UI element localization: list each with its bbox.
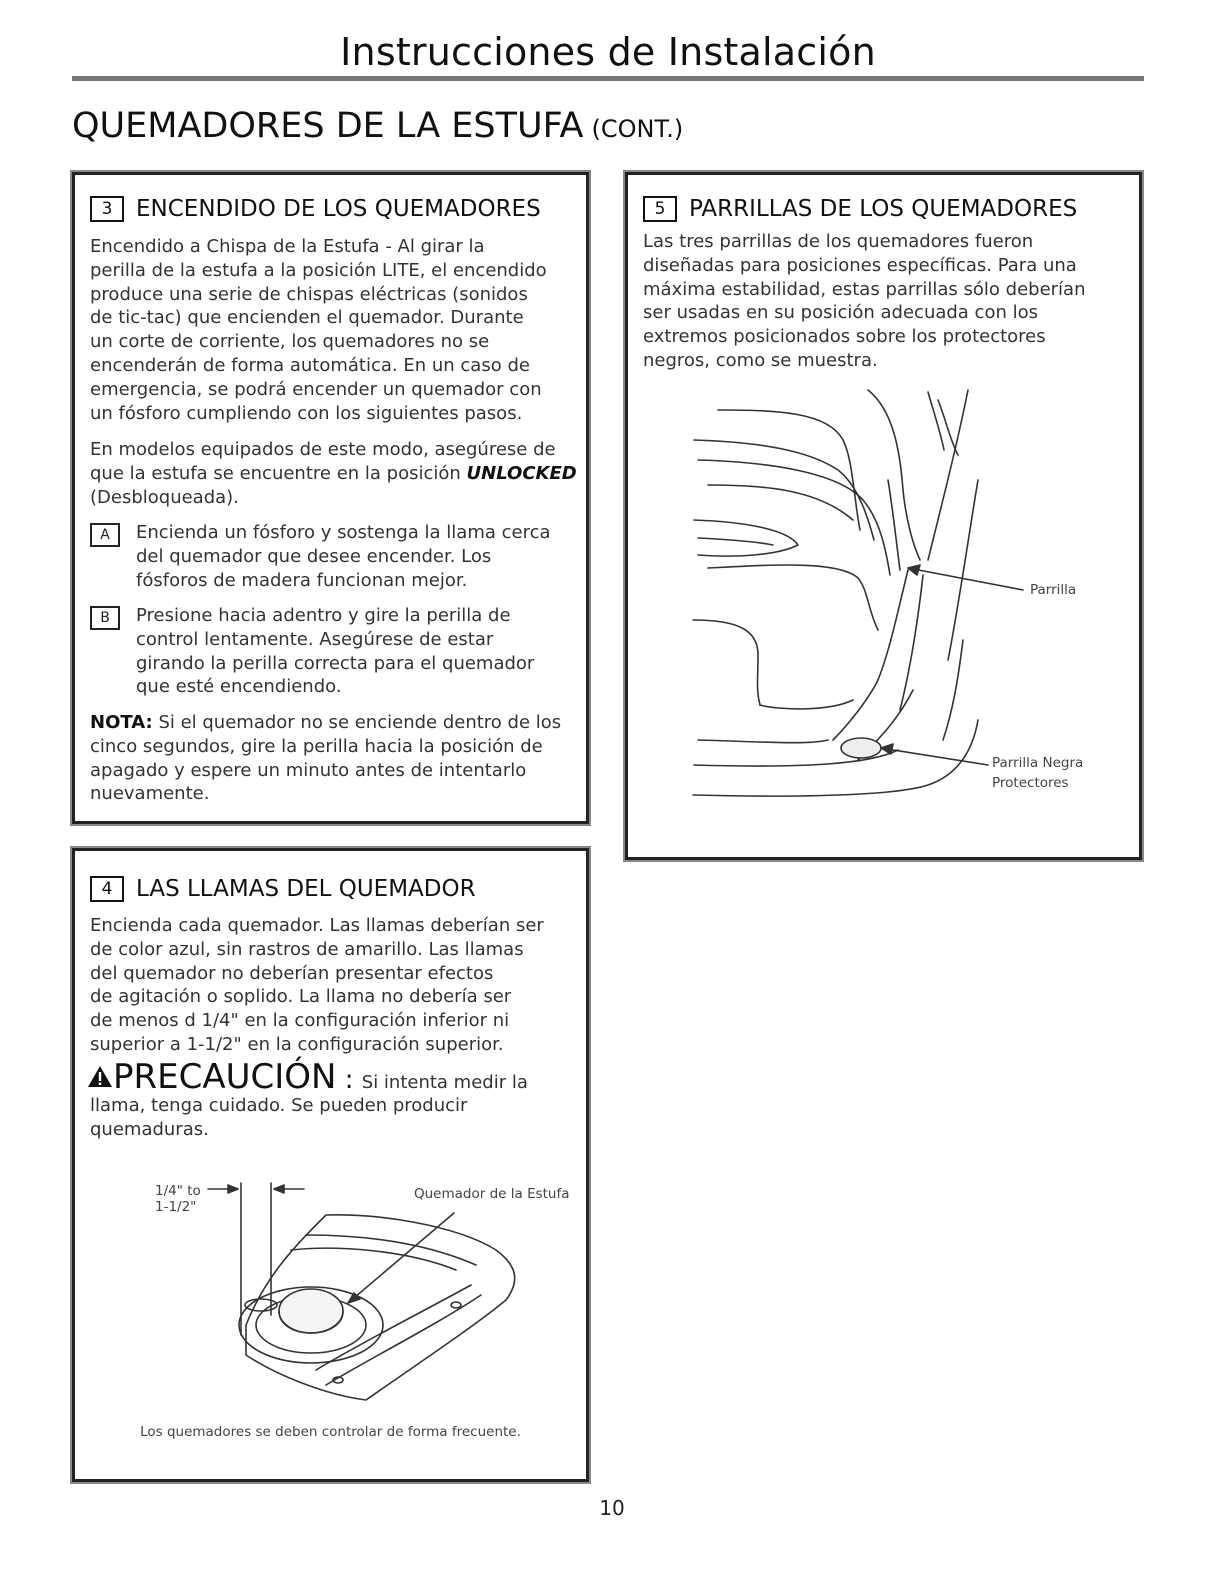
step-heading-text: PARRILLAS DE LOS QUEMADORES <box>689 196 1078 222</box>
caution-separator: : <box>336 1065 362 1095</box>
text-line: Presione hacia adentro y gire la perilla de <box>136 605 511 626</box>
text-line: Encendido a Chispa de la Estufa - Al girar la <box>90 236 485 257</box>
sub-step-a <box>90 521 551 592</box>
step-3-paragraph-2 <box>90 438 580 509</box>
warning-triangle-icon <box>87 1064 113 1088</box>
text-line: negros, como se muestra. <box>643 349 878 371</box>
note-label: NOTA: <box>90 712 153 733</box>
step-3-note <box>90 711 580 806</box>
sub-step-text <box>136 521 551 592</box>
step-number-box: 3 <box>90 196 124 222</box>
text-line: perilla de la estufa a la posición LITE, el encendido <box>90 259 547 281</box>
text-line: del quemador no deberían presentar efectos <box>90 962 494 984</box>
sub-step-letter-box: A <box>90 523 120 547</box>
section-title-cont: (CONT.) <box>591 115 684 143</box>
measure-label-2: 1-1/2" <box>155 1199 197 1215</box>
text-line: de agitación o soplido. La llama no debería ser <box>90 986 512 1008</box>
text-line: diseñadas para posiciones específicas. Para una <box>643 254 1077 276</box>
text-line: que esté encendiendo. <box>136 676 342 698</box>
text-line: control lentamente. Asegúrese de estar <box>136 628 494 650</box>
caution-text: Si intenta medir la <box>361 1072 528 1093</box>
text-line: quemaduras. <box>90 1118 209 1140</box>
step-3-paragraph-1 <box>90 235 580 425</box>
text-line: de tic-tac) que encienden el quemador. Durante <box>90 307 524 329</box>
text-line: un corte de corriente, los quemadores no se <box>90 331 490 353</box>
text-line: produce una serie de chispas eléctricas (sonidos <box>90 283 528 305</box>
caution-line <box>87 1057 528 1097</box>
page-number: 10 <box>599 1496 625 1520</box>
step-3-heading <box>90 196 541 222</box>
step-heading-text: LAS LLAMAS DEL QUEMADOR <box>136 876 476 902</box>
burner-label: Quemador de la Estufa <box>414 1186 570 1202</box>
step-5-paragraph <box>643 230 1133 373</box>
unlocked-emphasis: UNLOCKED <box>466 462 577 484</box>
text-line: emergencia, se podrá encender un quemador con <box>90 378 542 400</box>
text-line: un fósforo cumpliendo con los siguientes pasos. <box>90 402 523 424</box>
text-line: superior a 1-1/2" en la configuración superior. <box>90 1033 504 1055</box>
text-line: cinco segundos, gire la perilla hacia la posición de <box>90 735 543 757</box>
protector-label-2: Protectores <box>992 775 1069 791</box>
sub-step-b <box>90 604 534 699</box>
sub-step-letter-box: B <box>90 606 120 630</box>
sub-step-text <box>136 604 534 699</box>
text-line <box>90 711 580 735</box>
page-header: Instrucciones de Instalación <box>340 30 876 74</box>
text-line: apagado y espere un minuto antes de intentarlo <box>90 759 527 781</box>
caution-word: PRECAUCIÓN <box>113 1057 337 1097</box>
text-line: extremos posicionados sobre los protectores <box>643 326 1046 348</box>
protector-label-1: Parrilla Negra <box>992 755 1084 771</box>
burner-illustration <box>76 1175 584 1415</box>
section-title-text: QUEMADORES DE LA ESTUFA <box>72 106 584 146</box>
text-line: ser usadas en su posición adecuada con los <box>643 302 1038 324</box>
text-line <box>90 462 580 486</box>
text-line: En modelos equipados de este modo, asegúrese de <box>90 439 556 460</box>
step-number-box: 5 <box>643 196 677 222</box>
text-line: del quemador que desee encender. Los <box>136 545 492 567</box>
step-number-box: 4 <box>90 876 124 902</box>
text-line: máxima estabilidad, estas parrillas sólo deberían <box>643 278 1086 300</box>
text-line: (Desbloqueada). <box>90 486 239 508</box>
text-line: de menos d 1/4" en la configuración inferior ni <box>90 1010 510 1032</box>
text-line: fósforos de madera funcionan mejor. <box>136 569 468 591</box>
caution-continuation <box>90 1094 580 1142</box>
grate-label: Parrilla <box>1030 582 1077 598</box>
step-heading-text: ENCENDIDO DE LOS QUEMADORES <box>136 196 541 222</box>
text-line: de color azul, sin rastros de amarillo. Las llamas <box>90 938 524 960</box>
header-rule <box>72 76 1144 81</box>
text-line: nuevamente. <box>90 783 210 805</box>
text-segment: Si el quemador no se enciende dentro de los <box>152 712 562 733</box>
measure-label-1: 1/4" to <box>155 1183 201 1199</box>
section-title <box>72 106 683 146</box>
text-line: Encienda un fósforo y sostenga la llama cerca <box>136 522 551 543</box>
step-4-heading <box>90 876 476 902</box>
step-4-paragraph <box>90 914 580 1057</box>
text-line: llama, tenga cuidado. Se pueden producir <box>90 1095 468 1116</box>
text-line: Las tres parrillas de los quemadores fueron <box>643 231 1034 252</box>
text-segment: que la estufa se encuentre en la posición <box>90 462 467 484</box>
text-line: girando la perilla correcta para el quemador <box>136 652 535 674</box>
figure-caption: Los quemadores se deben controlar de forma frecuente. <box>140 1424 521 1440</box>
text-line: Encienda cada quemador. Las llamas deberían ser <box>90 915 544 936</box>
text-line: encenderán de forma automática. En un caso de <box>90 354 530 376</box>
step-5-heading <box>643 196 1077 222</box>
